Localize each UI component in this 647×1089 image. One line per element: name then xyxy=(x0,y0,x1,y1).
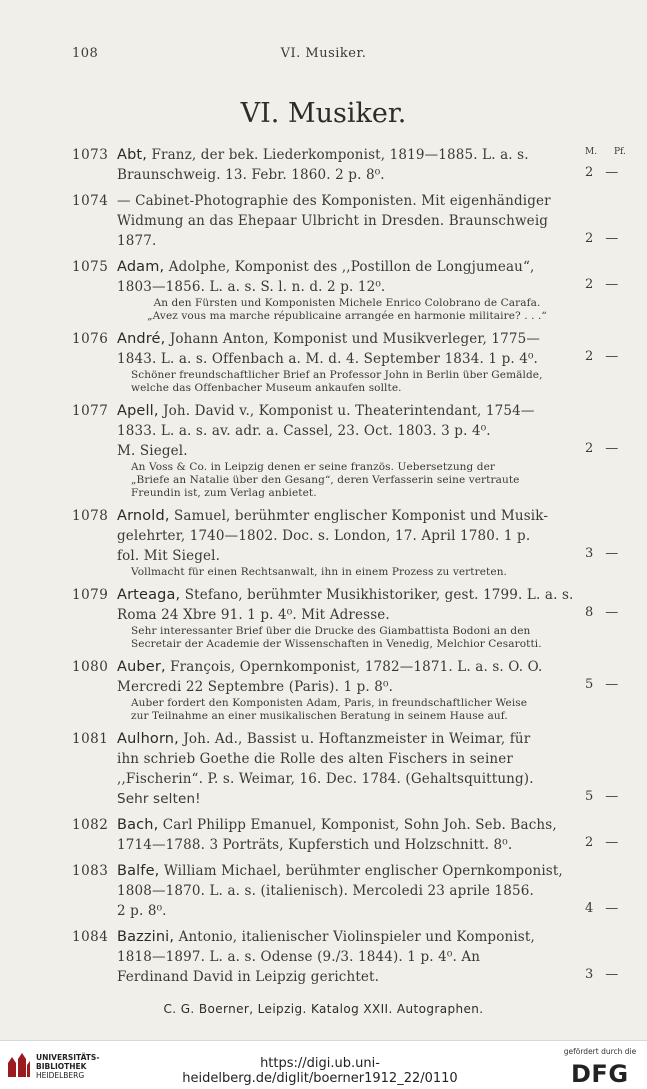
entry-description: Joh. David v., Komponist u. Theaterintendant, 1754— xyxy=(158,403,535,419)
price-marks: 2 xyxy=(585,231,594,246)
entry-description: Franz, der bek. Liederkomponist, 1819—1885. L. a. s. xyxy=(147,147,529,163)
entry-description: Carl Philipp Emanuel, Komponist, Sohn Joh. Seb. Bachs, xyxy=(158,817,557,833)
entry-text: gelehrter, 1740—1802. Doc. s. London, 17. April 1780. 1 p. xyxy=(117,528,531,544)
catalog-entry xyxy=(0,861,647,921)
entry-line xyxy=(117,901,577,921)
entry-number: 1083 xyxy=(72,863,109,879)
price-marks: 4 xyxy=(585,901,594,916)
price-pfennig: — xyxy=(605,546,619,561)
person-name: Arteaga, xyxy=(117,587,181,603)
price-pfennig: — xyxy=(605,835,619,850)
entry-description: Samuel, berühmter englischer Komponist und Musik- xyxy=(169,508,549,524)
entry-note: Freundin ist, zum Verlag anbietet. xyxy=(131,487,317,499)
price-pfennig: — xyxy=(605,901,619,916)
entry-body xyxy=(117,815,577,855)
entry-number: 1078 xyxy=(72,508,109,524)
entry-list xyxy=(0,145,647,993)
entry-body xyxy=(117,506,577,579)
entry-line xyxy=(117,815,577,835)
entry-description: Adolphe, Komponist des ,,Postillon de Longjumeau“, xyxy=(164,259,535,275)
entry-body xyxy=(117,257,577,323)
price-marks: 5 xyxy=(585,677,594,692)
column-head-marks: M. xyxy=(585,147,598,157)
person-name: Bach, xyxy=(117,817,159,833)
entry-line xyxy=(117,546,577,566)
entry-description: Stefano, berühmter Musikhistoriker, gest. 1799. L. a. s. xyxy=(180,587,574,603)
entry-line xyxy=(117,657,577,677)
entry-price xyxy=(585,441,635,456)
entry-body xyxy=(117,729,577,809)
dfg-logo: DFG xyxy=(571,1060,629,1088)
price-marks: 8 xyxy=(585,605,594,620)
entry-description: Joh. Ad., Bassist u. Hoftanzmeister in Weimar, für xyxy=(178,731,531,747)
entry-price xyxy=(585,901,635,916)
price-marks: 2 xyxy=(585,277,594,292)
catalog-entry xyxy=(0,927,647,987)
funded-by-label: gefördert durch die xyxy=(563,1047,637,1056)
entry-line xyxy=(117,789,577,809)
entry-number: 1084 xyxy=(72,929,109,945)
entry-price xyxy=(585,277,635,292)
entry-number: 1074 xyxy=(72,193,109,209)
entry-text: Ferdinand David in Leipzig gerichtet. xyxy=(117,969,380,985)
entry-text: Braunschweig. 13. Febr. 1860. 2 p. 8⁰. xyxy=(117,167,385,183)
entry-price xyxy=(585,789,635,804)
entry-text: — Cabinet-Photographie des Komponisten. Mit eigenhändiger xyxy=(117,193,551,209)
entry-line xyxy=(117,329,577,349)
entry-line xyxy=(117,585,577,605)
entry-line xyxy=(117,506,577,526)
catalog-entry xyxy=(0,657,647,723)
entry-description: William Michael, berühmter englischer Opernkomponist, xyxy=(159,863,563,879)
person-name: Abt, xyxy=(117,147,148,163)
price-pfennig: — xyxy=(605,231,619,246)
entry-note: Auber fordert den Komponisten Adam, Paris, in freundschaftlicher Weise xyxy=(131,697,528,709)
library-name-line-2: BIBLIOTHEK xyxy=(36,1062,87,1071)
entry-line xyxy=(117,677,577,697)
entry-text: Widmung an das Ehepaar Ulbricht in Dresden. Braunschweig xyxy=(117,213,549,229)
entry-number: 1075 xyxy=(72,259,109,275)
entry-description: Johann Anton, Komponist und Musikverleger, 1775— xyxy=(165,331,541,347)
entry-number: 1077 xyxy=(72,403,109,419)
entry-line xyxy=(117,729,577,749)
column-head-pfennig: Pf. xyxy=(613,147,626,157)
entry-price xyxy=(585,677,635,692)
entry-number: 1073 xyxy=(72,147,109,163)
university-library-logo-icon xyxy=(6,1051,32,1079)
entry-line xyxy=(117,191,577,211)
person-name: Adam, xyxy=(117,259,165,275)
entry-line xyxy=(117,211,577,231)
entry-text: 1808—1870. L. a. s. (italienisch). Mercoledi 23 aprile 1856. xyxy=(117,883,534,899)
entry-price xyxy=(585,349,635,364)
catalog-entry xyxy=(0,585,647,651)
entry-text: 1818—1897. L. a. s. Odense (9./3. 1844). 1 p. 4⁰. An xyxy=(117,949,481,965)
price-pfennig: — xyxy=(605,349,619,364)
entry-line xyxy=(117,861,577,881)
entry-text: 1833. L. a. s. av. adr. a. Cassel, 23. Oct. 1803. 3 p. 4⁰. xyxy=(117,423,491,439)
catalog-entry xyxy=(0,729,647,809)
entry-line xyxy=(117,881,577,901)
entry-line xyxy=(117,605,577,625)
entry-text: fol. Mit Siegel. xyxy=(117,548,221,564)
entry-line xyxy=(117,835,577,855)
entry-note: Secretair der Academie der Wissenschaften in Venedig, Melchior Cesarotti. xyxy=(131,638,542,650)
person-name: Balfe, xyxy=(117,863,160,879)
entry-note: Vollmacht für einen Rechtsanwalt, ihn in einem Prozess zu vertreten. xyxy=(131,566,507,578)
entry-description: François, Opernkomponist, 1782—1871. L. a. s. O. O. xyxy=(165,659,543,675)
price-marks: 2 xyxy=(585,165,594,180)
person-name: Aulhorn, xyxy=(117,731,179,747)
entry-number: 1081 xyxy=(72,731,109,747)
price-pfennig: — xyxy=(605,277,619,292)
catalog-entry xyxy=(0,815,647,855)
entry-body xyxy=(117,657,577,723)
entry-number: 1080 xyxy=(72,659,109,675)
price-marks: 5 xyxy=(585,789,594,804)
entry-price xyxy=(585,165,635,180)
entry-number: 1079 xyxy=(72,587,109,603)
entry-line xyxy=(117,165,577,185)
entry-body xyxy=(117,585,577,651)
entry-body xyxy=(117,145,577,185)
catalog-footer: C. G. Boerner, Leipzig. Katalog XXII. Autographen. xyxy=(163,1002,484,1016)
entry-note: An den Fürsten und Komponisten Michele Enrico Colobrano de Carafa. xyxy=(153,297,541,309)
viewer-bottom-bar xyxy=(0,1040,647,1089)
catalog-entry xyxy=(0,191,647,251)
entry-line xyxy=(117,947,577,967)
running-head: VI. Musiker. xyxy=(280,46,367,61)
entry-price xyxy=(585,605,635,620)
price-marks: 2 xyxy=(585,835,594,850)
entry-text: ,,Fischerin“. P. s. Weimar, 16. Dec. 1784. (Gehaltsquittung). xyxy=(117,771,534,787)
entry-text: 1877. xyxy=(117,233,157,249)
entry-note: Schöner freundschaftlicher Brief an Professor John in Berlin über Gemälde, xyxy=(131,369,543,381)
price-pfennig: — xyxy=(605,789,619,804)
entry-text: 2 p. 8⁰. xyxy=(117,903,167,919)
entry-note: zur Teilnahme an einer musikalischen Beratung in seinem Hause auf. xyxy=(131,710,508,722)
entry-line xyxy=(117,967,577,987)
entry-text: M. Siegel. xyxy=(117,443,188,459)
price-pfennig: — xyxy=(605,165,619,180)
catalog-entry xyxy=(0,257,647,323)
entry-body xyxy=(117,329,577,395)
permalink-url[interactable]: https://digi.ub.uni-heidelberg.de/diglit/boerner1912_22/0110 xyxy=(182,1056,458,1086)
entry-line xyxy=(117,441,577,461)
entry-line xyxy=(117,401,577,421)
entry-line xyxy=(117,769,577,789)
entry-line xyxy=(117,927,577,947)
entry-body xyxy=(117,927,577,987)
entry-price xyxy=(585,546,635,561)
entry-note: Sehr interessanter Brief über die Drucke des Giambattista Bodoni an den xyxy=(131,625,531,637)
price-pfennig: — xyxy=(605,967,619,982)
library-name-line-3: HEIDELBERG xyxy=(36,1071,85,1080)
entry-note: „Avez vous ma marche républicaine arrangée en harmonie militaire? . . .“ xyxy=(147,310,547,322)
page-number: 108 xyxy=(72,46,99,61)
entry-body xyxy=(117,861,577,921)
entry-line xyxy=(117,526,577,546)
person-name: Auber, xyxy=(117,659,166,675)
entry-text: Sehr selten! xyxy=(117,791,201,807)
entry-text: 1843. L. a. s. Offenbach a. M. d. 4. September 1834. 1 p. 4⁰. xyxy=(117,351,538,367)
entry-line xyxy=(117,277,577,297)
entry-price xyxy=(585,967,635,982)
entry-number: 1082 xyxy=(72,817,109,833)
entry-number: 1076 xyxy=(72,331,109,347)
person-name: Arnold, xyxy=(117,508,170,524)
entry-text: ihn schrieb Goethe die Rolle des alten Fischers in seiner xyxy=(117,751,513,767)
catalog-entry xyxy=(0,145,647,185)
entry-note: „Briefe an Natalie über den Gesang“, deren Verfasserin seine vertraute xyxy=(131,474,520,486)
person-name: André, xyxy=(117,331,166,347)
entry-description: Antonio, italienischer Violinspieler und Komponist, xyxy=(174,929,535,945)
person-name: Bazzini, xyxy=(117,929,175,945)
entry-line xyxy=(117,749,577,769)
entry-text: 1803—1856. L. a. s. S. l. n. d. 2 p. 12⁰. xyxy=(117,279,386,295)
section-title: VI. Musiker. xyxy=(240,98,407,129)
catalog-entry xyxy=(0,401,647,500)
entry-line xyxy=(117,145,577,165)
entry-line xyxy=(117,231,577,251)
entry-body xyxy=(117,191,577,251)
price-pfennig: — xyxy=(605,677,619,692)
catalog-entry xyxy=(0,329,647,395)
entry-price xyxy=(585,835,635,850)
entry-text: Mercredi 22 Septembre (Paris). 1 p. 8⁰. xyxy=(117,679,394,695)
entry-note: welche das Offenbacher Museum ankaufen sollte. xyxy=(131,382,402,394)
entry-text: 1714—1788. 3 Porträts, Kupferstich und Holzschnitt. 8⁰. xyxy=(117,837,513,853)
library-name xyxy=(36,1053,99,1080)
catalog-entry xyxy=(0,506,647,579)
entry-note: An Voss & Co. in Leipzig denen er seine französ. Uebersetzung der xyxy=(131,461,496,473)
person-name: Apell, xyxy=(117,403,159,419)
price-pfennig: — xyxy=(605,605,619,620)
entry-price xyxy=(585,231,635,246)
price-marks: 2 xyxy=(585,349,594,364)
entry-line xyxy=(117,257,577,277)
entry-line xyxy=(117,349,577,369)
entry-line xyxy=(117,421,577,441)
price-marks: 2 xyxy=(585,441,594,456)
library-name-line-1: UNIVERSITÄTS- xyxy=(36,1053,100,1062)
entry-text: Roma 24 Xbre 91. 1 p. 4⁰. Mit Adresse. xyxy=(117,607,390,623)
price-marks: 3 xyxy=(585,967,594,982)
entry-body xyxy=(117,401,577,500)
price-pfennig: — xyxy=(605,441,619,456)
price-marks: 3 xyxy=(585,546,594,561)
